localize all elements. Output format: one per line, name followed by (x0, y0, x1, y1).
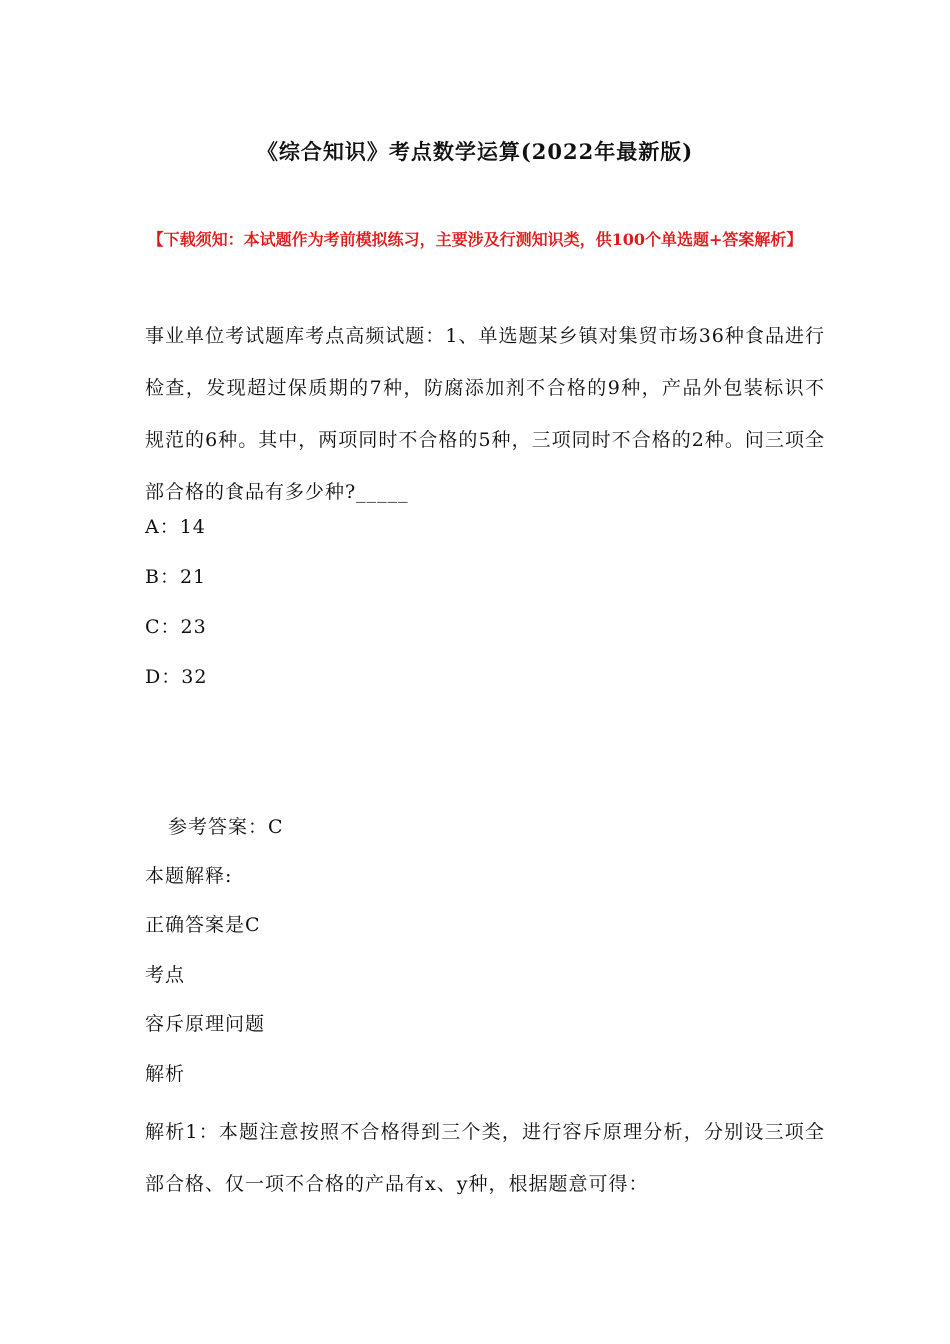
analysis-heading: 解析 (145, 1063, 186, 1085)
correct-answer: 正确答案是C (145, 914, 261, 936)
point-text: 容斥原理问题 (145, 1013, 266, 1035)
option-c: C：23 (145, 616, 207, 638)
option-d: D：32 (145, 666, 208, 688)
explanation-heading: 本题解释: (145, 865, 233, 887)
point-heading: 考点 (145, 964, 186, 986)
document-title: 《综合知识》考点数学运算(2022年最新版) (256, 139, 694, 164)
analysis-text: 解析1：本题注意按照不合格得到三个类，进行容斥原理分析，分别设三项全部合格、仅一项不合格的产品有x、y种，根据题意可得： (145, 1121, 825, 1195)
reference-answer: 参考答案：C (168, 816, 284, 838)
option-b: B：21 (145, 566, 207, 588)
question-text: 事业单位考试题库考点高频试题：1、单选题某乡镇对集贸市场36种食品进行检查，发现超过保质期的7种，防腐添加剂不合格的9种，产品外包装标识不规范的6种。其中，两项同时不合格的5种，三项同时不合格的2种。问三项全部合格的食品有多少种?_____ (145, 325, 825, 503)
download-notice: 【下载须知：本试题作为考前模拟练习，主要涉及行测知识类，供100个单选题+答案解析】 (147, 230, 803, 249)
option-a: A：14 (145, 516, 206, 538)
